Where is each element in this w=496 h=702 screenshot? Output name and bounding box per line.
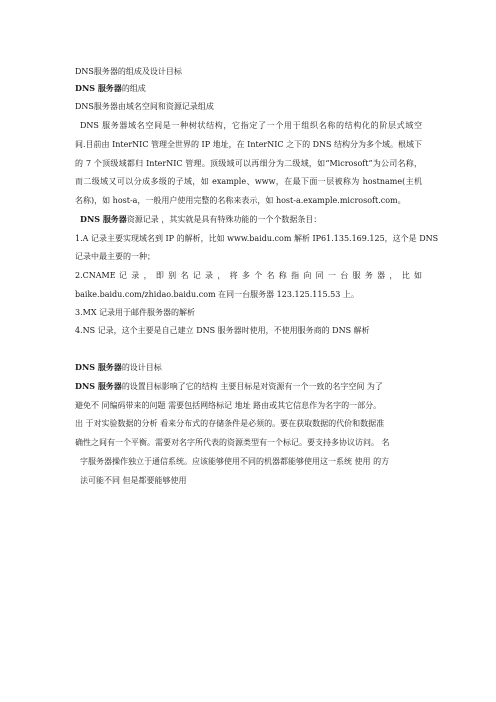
section2-para-line-3: 出 于对实验数据的分析 看来分布式的存储条件是必须的。要在获取数据的代价和数据准 (75, 419, 385, 428)
section1-heading-bold: DNS 服务器 (75, 83, 122, 93)
para1-line-3: 的 7 个顶级域都归 InterNIC 管理。顶级域可以再细分为二级域，如“Microsoft”为公司名称， (75, 159, 422, 168)
section1-heading (75, 83, 146, 94)
para1-line-4: 而二级域又可以分成多级的子域，如 example、www，在最下面一层被称为 hostname(主机 (75, 177, 422, 186)
para2 (80, 214, 321, 225)
section2-para-line-5: 字服务器操作独立于通信系统。应该能够使用不同的机器都能够使用这一系统 使用 的方 (80, 457, 390, 466)
section2-para-line-6: 法可能不同 但是都要能够使用 (80, 476, 187, 485)
list-item-1-line-2: 记录中最主要的一种； (75, 252, 155, 261)
list-item-2-line-2: baike.baidu.com/zhidao.baidu.com 在同一台服务器 123.125.115.53 上。 (75, 290, 359, 299)
section2-para-line-4: 确性之间有一个平衡。需要对名字所代表的资源类型有一个标记。要支持多协议访问。 名 (75, 438, 390, 447)
para1-line-5: 名称)，如 host-a，一般用户使用完整的名称来表示，如 host-a.example.microsoft.com。 (75, 196, 406, 205)
section2-heading-rest: 的设计目标 (121, 363, 162, 372)
section1-heading-rest: 的组成 (121, 84, 146, 93)
section2-heading (75, 362, 162, 373)
list-item-4: 4.NS 记录，这个主要是自己建立 DNS 服务器时使用，不使用服务商的 DNS 解析 (75, 326, 370, 335)
list-item-2-line-1: 2.CNAME 记 录 ， 即 别 名 记 录 ， 将 多 个 名 称 指 向 同 一 台 服 务 器 ， 比 如 (75, 271, 422, 280)
para1-line-1: DNS 服务器域名空间是一种树状结构，它指定了一个用于组织名称的结构化的阶层式域空 (80, 121, 422, 130)
document-title: DNS服务器的组成及设计目标 (75, 67, 182, 76)
list-item-1-line-1: 1.A 记录主要实现域名到 IP 的解析，比如 www.baidu.com 解析 IP61.135.169.125，这个是 DNS (75, 234, 439, 243)
list-item-3: 3.MX 记录用于邮件服务器的解析 (75, 308, 196, 317)
para2-rest: 资源记录 ，其实就是具有特殊功能的一个个数据条目： (126, 215, 322, 224)
para1-line-2: 间.目前由 InterNIC 管理全世界的 IP 地址，在 InterNIC 之下的 DNS 结构分为多个域。根域下 (75, 140, 423, 149)
section2-para-rest: 的设置目标影响了它的结构 主要目标是对资源有一个一致的名字空间 为了 (121, 382, 383, 391)
section2-para-bold: DNS 服务器 (75, 381, 122, 391)
section2-para-line-2: 避免不 同编码带来的问题 需要包括网络标记 地址 路由或其它信息作为名字的一部分。 (75, 401, 382, 410)
section1-subheading: DNS服务器由域名空间和资源记录组成 (75, 102, 214, 111)
para2-bold: DNS 服务器 (80, 214, 127, 224)
section2-heading-bold: DNS 服务器 (75, 362, 122, 372)
section2-para-line-1 (75, 381, 383, 392)
